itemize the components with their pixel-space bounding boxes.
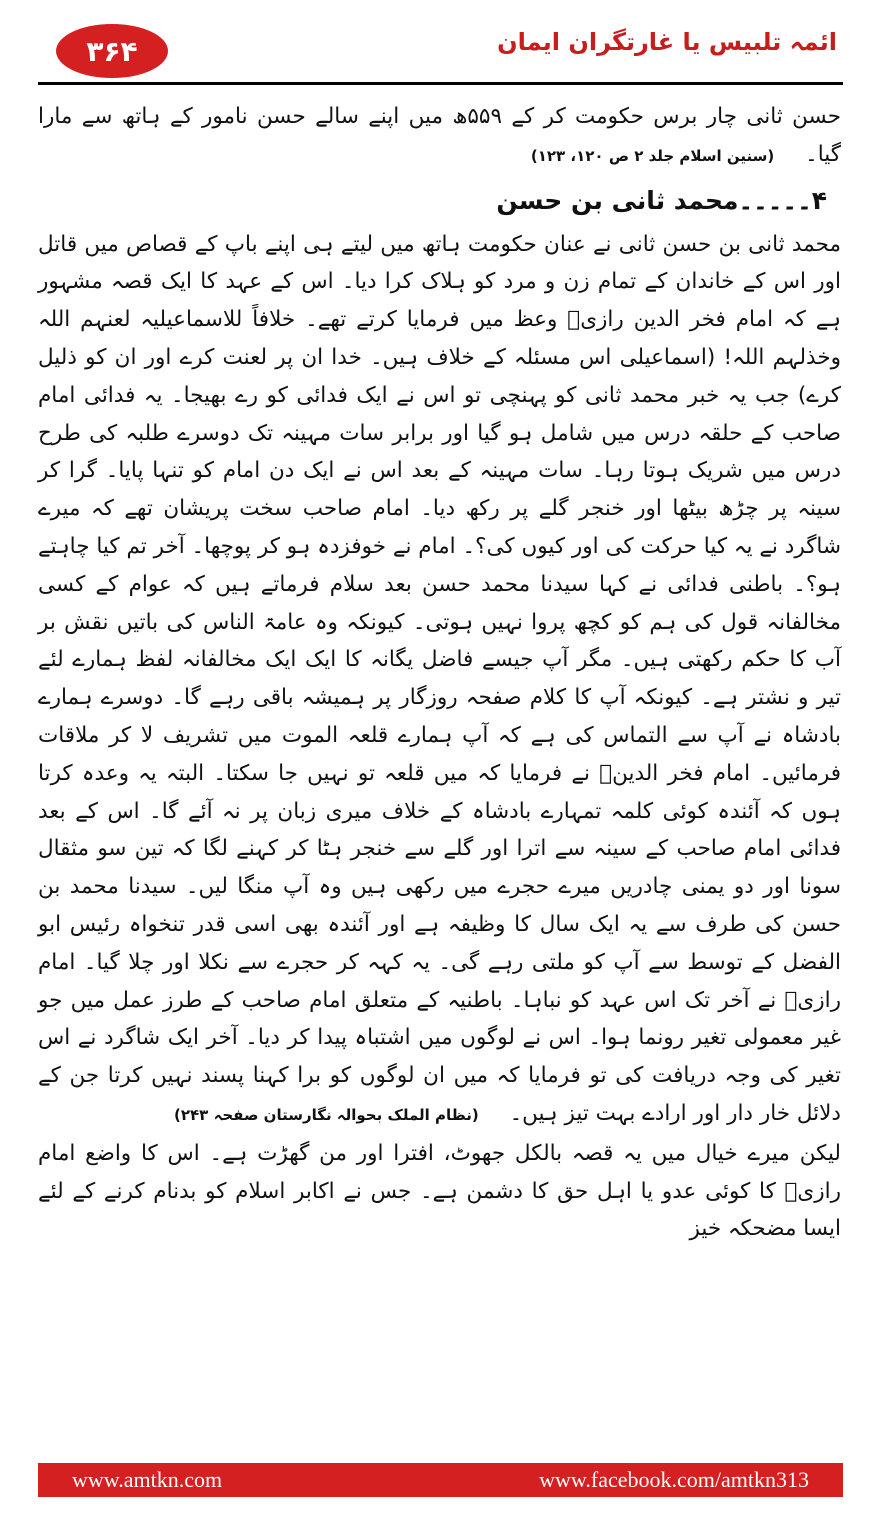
intro-citation: (سنین اسلام جلد ۲ ص ۱۲۰، ۱۲۳) [530, 146, 775, 165]
section-heading: ۴۔۔۔۔۔محمد ثانی بن حسن [496, 185, 827, 215]
footer-facebook-link[interactable]: www.facebook.com/amtkn313 [539, 1467, 809, 1492]
main-paragraph-citation: (نظام الملک بحوالہ نگارستان صفحہ ۲۴۳) [174, 1105, 479, 1124]
main-paragraph-text: محمد ثانی بن حسن ثانی نے عنان حکومت ہاتھ میں لیتے ہی اپنے باپ کے قصاص میں قاتل اور اس کے خاندان کے تمام زن و مرد کو ہلاک کرا دیا۔ اس کے عہد کا ایک قصہ مشہور ہے کہ امام فخر الدین رازیؒ وعظ میں فرمایا کرتے تھے۔ خلافاً للاسماعیلیہ لعنہم اللہ وخذلہم اللہ! (اسماعیلی اس مسئلہ کے خلاف ہیں۔ خدا ان پر لعنت کرے اور ان کو ذلیل کرے) جب یہ خبر محمد ثانی کو پہنچی تو اس نے ایک فدائی کو رے بھیجا۔ یہ فدائی امام صاحب کے حلقہ درس میں شامل ہو گیا اور برابر سات مہینہ تک دوسرے طلبہ کی طرح درس میں شریک ہوتا رہا۔ سات مہینہ کے بعد اس نے ایک دن امام کو تنہا پایا۔ گرا کر سینہ پر چڑھ بیٹھا اور خنجر گلے پر رکھ دیا۔ امام صاحب سخت پریشان تھے کہ میرے شاگرد نے یہ کیا حرکت کی اور کیوں کی؟۔ امام نے خوفزدہ ہو کر پوچھا۔ آخر تم کیا چاہتے ہو؟۔ باطنی فدائی نے کہا سیدنا محمد حسن بعد سلام فرماتے ہیں کہ عوام کے کسی مخالفانہ قول کی ہم کو کچھ پروا نہیں ہوتی۔ کیونکہ وہ عامۃ الناس کی باتیں نقش بر آب کا حکم رکھتی ہیں۔ مگر آپ جیسے فاضل یگانہ کا ایک ایک مخالفانہ لفظ ہمارے لئے تیر و نشتر ہے۔ کیونکہ آپ کا کلام صفحہ روزگار پر ہمیشہ باقی رہے گا۔ دوسرے ہمارے بادشاہ نے آپ سے التماس کی ہے کہ آپ ہمارے قلعہ الموت میں تشریف لا کر ملاقات فرمائیں۔ امام فخر الدینؒ نے فرمایا کہ میں قلعہ تو نہیں جا سکتا۔ البتہ یہ وعدہ کرتا ہوں کہ آئندہ کوئی کلمہ تمہارے بادشاہ کے خلاف میری زبان پر نہ آئے گا۔ اس کے بعد فدائی امام صاحب کے سینہ سے اترا اور گلے سے خنجر ہٹا کر کہنے لگا کہ تین سو مثقال سونا اور دو یمنی چادریں میرے حجرے میں رکھی ہیں وہ آپ منگا لیں۔ سیدنا محمد بن حسن کی طرف سے یہ ایک سال کا وظیفہ ہے اور آئندہ بھی اسی قدر تنخواہ رئیس ابو الفضل کے توسط سے آپ کو ملتی رہے گی۔ یہ کہہ کر حجرے سے نکلا اور چلا گیا۔ امام رازیؒ نے آخر تک اس عہد کو نباہا۔ باطنیہ کے متعلق امام صاحب کے طرز عمل میں جو غیر معمولی تغیر رونما ہوا۔ اس نے لوگوں میں اشتباہ پیدا کر دیا۔ آخر ایک شاگرد نے اس تغیر کی وجہ دریافت کی تو فرمایا کہ میں ان لوگوں کو برا کہنا پسند نہیں کرتا جن کے دلائل خار دار اور ارادے بہت تیز ہیں۔ [38, 231, 841, 1126]
page-number-badge [56, 24, 168, 78]
page-body [38, 98, 841, 1248]
main-paragraph [38, 226, 841, 1135]
intro-paragraph [38, 98, 841, 176]
intro-text: حسن ثانی چار برس حکومت کر کے ۵۵۹ھ میں اپنے سالے حسن نامور کے ہاتھ سے مارا گیا۔ [38, 104, 841, 167]
footer-bar [38, 1463, 843, 1497]
book-title: ائمہ تلبیس یا غارتگران ایمان [497, 28, 837, 56]
page-number: ۳۶۴ [86, 34, 138, 68]
closing-paragraph: لیکن میرے خیال میں یہ قصہ بالکل جھوٹ، افترا اور من گھڑت ہے۔ اس کا واضع امام رازیؒ کا کوئی عدو یا اہل حق کا دشمن ہے۔ جس نے اکابر اسلام کو بدنام کرنے کے لئے ایسا مضحکہ خیز [38, 1140, 841, 1242]
header-divider [38, 82, 843, 85]
footer-website-link[interactable]: www.amtkn.com [72, 1467, 223, 1492]
